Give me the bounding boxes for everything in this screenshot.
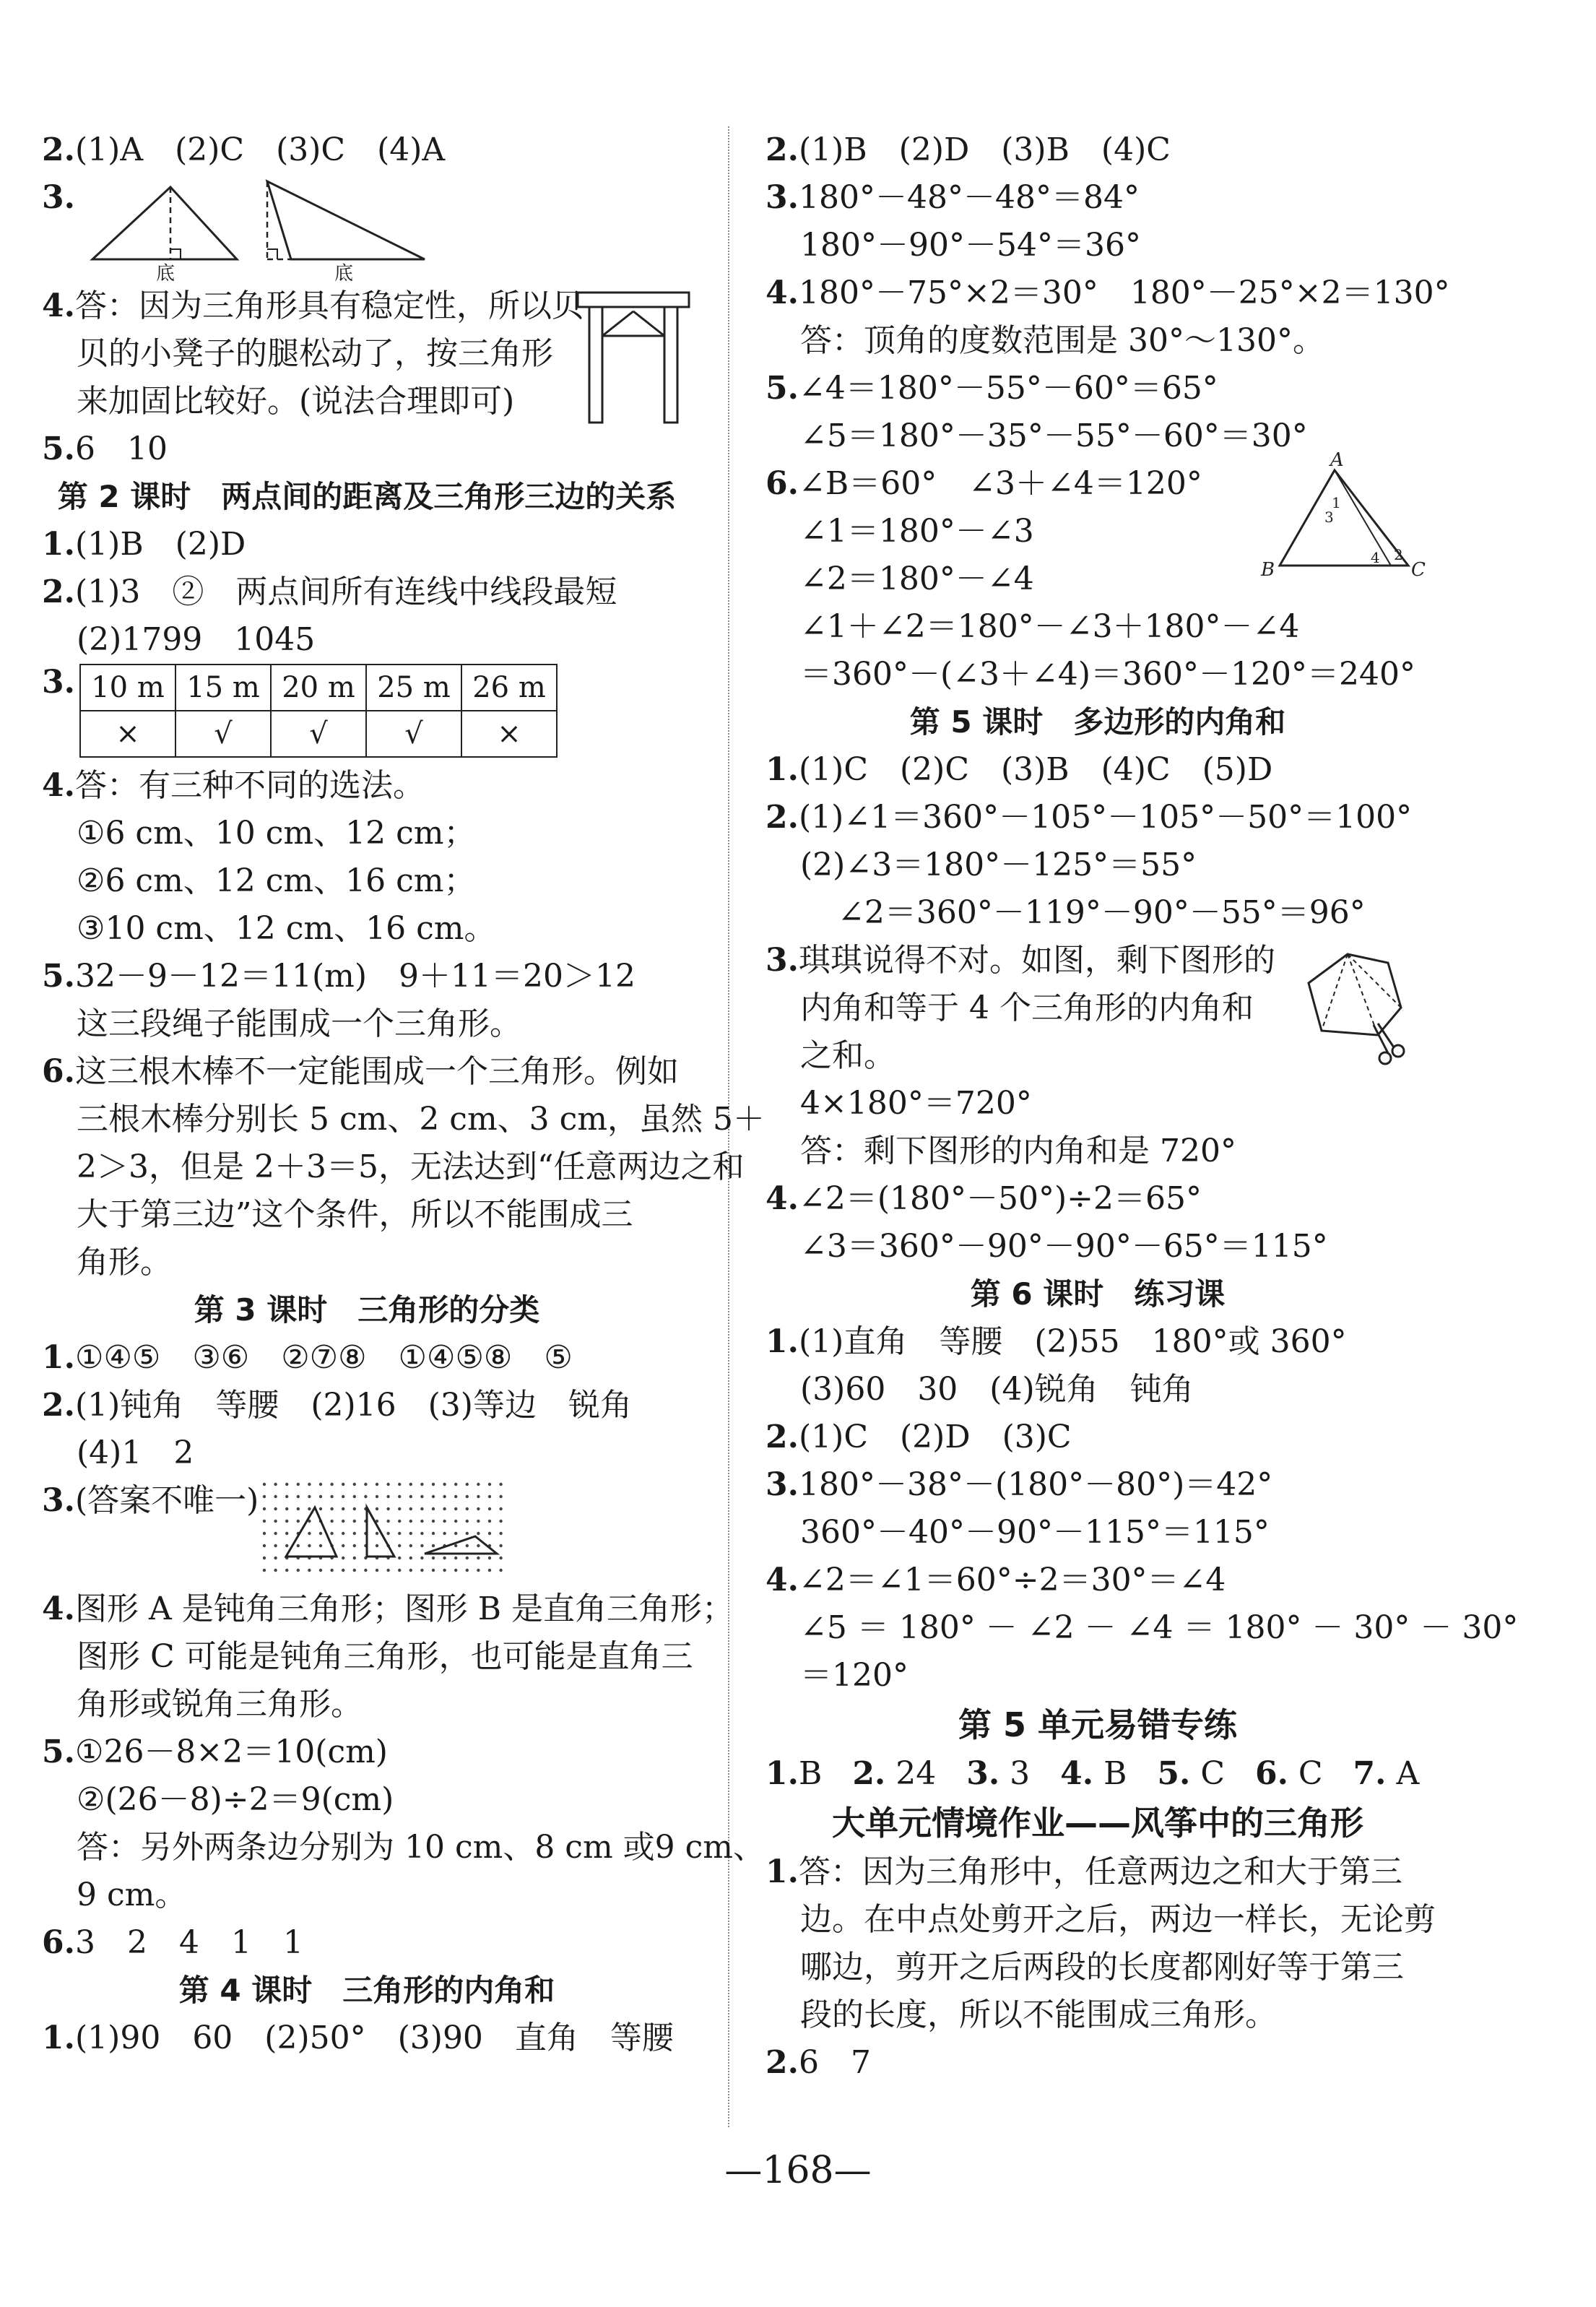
s5-answer-2: 2.(1)∠1＝360°－105°－105°－50°＝100° (2)∠3＝180°－125°＝55° ∠2＝360°－119°－90°－55°＝96° <box>766 799 1413 931</box>
base-label-2: 底 <box>334 263 354 282</box>
s2-answer-2: 2.(1)3 ② 两点间所有连线中线段最短 (2)1799 1045 <box>42 573 617 658</box>
left-column <box>42 126 766 2062</box>
base-label-1: 底 <box>156 263 175 282</box>
table-cell: √ <box>175 711 271 757</box>
s2-answer-6: 6.这三根木棒不一定能围成一个三角形。例如 三根木棒分别长 5 cm、2 cm、3 cm，虽然 5＋ 2＞3，但是 2＋3＝5，无法达到“任意两边之和 大于第三边”这个条件，所以不能围成三 角形。 <box>42 1053 766 1281</box>
r-answer-4: 4.180°－75°×2＝30° 180°－25°×2＝130° 答：顶角的度数范围是 30°～130°。 <box>766 274 1450 359</box>
vertex-a-label: A <box>1330 450 1344 471</box>
section-heading-unit-review: 第 5 单元易错专练 <box>958 1705 1238 1744</box>
answer-3: 3. 底 底 <box>42 174 692 282</box>
s3-answer-3: 3.(答案不唯一) <box>42 1477 692 1585</box>
r-answer-5: 5.∠4＝180°－55°－60°＝65° ∠5＝180°－35°－55°－60°＝30° <box>766 370 1308 454</box>
answer-5: 5.6 10 <box>42 430 168 467</box>
triangle-abc-figure <box>1249 450 1430 580</box>
table-header-cell: 25 m <box>366 665 461 711</box>
angle-1-label: 1 <box>1332 494 1341 511</box>
dot-grid-figure <box>259 1477 511 1585</box>
s2-answer-4: 4.答：有三种不同的选法。 ①6 cm、10 cm、12 cm； ②6 cm、12 cm、16 cm； ③10 cm、12 cm、16 cm。 <box>42 767 496 947</box>
table-header-cell: 26 m <box>461 665 557 711</box>
cut-pentagon-figure <box>1293 941 1415 1071</box>
section-heading-lesson-5: 第 5 课时 多边形的内角和 <box>909 704 1286 740</box>
table-cell: × <box>80 711 175 757</box>
s3-answer-5: 5.①26－8×2＝10(cm) ②(26－8)÷2＝9(cm) 答：另外两条边分别为 10 cm、8 cm 或9 cm、 9 cm。 <box>42 1734 766 1913</box>
kite-answer-1: 1.答：因为三角形中，任意两边之和大于第三 边。在中点处剪开之后，两边一样长，无论剪 哪边，剪开之后两段的长度都刚好等于第三 段的长度，所以不能围成三角形。 <box>766 1853 1436 2033</box>
s3-answer-6: 6.3 2 4 1 1 <box>42 1924 303 1961</box>
table-header-cell: 15 m <box>175 665 271 711</box>
table-cell: × <box>461 711 557 757</box>
s5-answer-1: 1.(1)C (2)C (3)B (4)C (5)D <box>766 751 1273 788</box>
s2-answer-1: 1.(1)B (2)D <box>42 526 246 563</box>
r-answer-2: 2.(1)B (2)D (3)B (4)C <box>766 131 1171 168</box>
table-cell: √ <box>366 711 461 757</box>
answer-4: 4.答：因为三角形具有稳定性，所以贝 贝的小凳子的腿松动了，按三角形 来加固比较好。(说法合理即可) <box>42 282 692 425</box>
vertex-b-label: B <box>1261 559 1275 580</box>
s5-answer-3: 3.琪琪说得不对。如图，剩下图形的 内角和等于 4 个三角形的内角和 之和。 4×180°＝720° 答：剩下图形的内角和是 720° <box>766 937 1430 1175</box>
answer-2: 2.(1)A (2)C (3)C (4)A <box>42 131 446 168</box>
unit-review-answers: 1.B 2. 24 3. 3 4. B 5. C 6. C 7. A <box>766 1755 1420 1792</box>
s3-answer-2: 2.(1)钝角 等腰 (2)16 (3)等边 锐角 (4)1 2 <box>42 1387 632 1471</box>
table-header-cell: 10 m <box>80 665 175 711</box>
section-heading-lesson-2: 第 2 课时 两点间的距离及三角形三边的关系 <box>57 479 677 514</box>
triangle-height-figures <box>85 174 461 282</box>
side-length-table <box>79 664 558 758</box>
section-heading-lesson-6: 第 6 课时 练习课 <box>970 1276 1226 1312</box>
section-heading-kite-task: 大单元情境作业——风筝中的三角形 <box>832 1804 1363 1843</box>
section-heading-lesson-4: 第 4 课时 三角形的内角和 <box>178 1973 555 2008</box>
s4-answer-1: 1.(1)90 60 (2)50° (3)90 直角 等腰 <box>42 2020 674 2056</box>
s3-answer-1: 1.①④⑤ ③⑥ ②⑦⑧ ①④⑤⑧ ⑤ <box>42 1339 573 1376</box>
s6-answer-4: 4.∠2＝∠1＝60°÷2＝30°＝∠4 ∠5 ＝ 180° － ∠2 － ∠4 ＝ 180° － 30° － 30° ＝120° <box>766 1562 1519 1694</box>
s6-answer-3: 3.180°－38°－(180°－80°)＝42° 360°－40°－90°－115°＝115° <box>766 1466 1273 1551</box>
section-heading-lesson-3: 第 3 课时 三角形的分类 <box>194 1292 540 1328</box>
scissors-icon <box>1374 1023 1404 1064</box>
angle-4-label: 4 <box>1371 549 1380 566</box>
right-column <box>766 126 1519 2087</box>
s2-answer-5: 5.32－9－12＝11(m) 9＋11＝20＞12 这三段绳子能围成一个三角形。 <box>42 958 636 1042</box>
table-header-cell: 20 m <box>271 665 366 711</box>
angle-3-label: 3 <box>1324 508 1334 526</box>
r-answer-3: 3.180°－48°－48°＝84° 180°－90°－54°＝36° <box>766 179 1141 264</box>
page-number: —168— <box>724 2149 872 2192</box>
s6-answer-1: 1.(1)直角 等腰 (2)55 180°或 360° (3)60 30 (4)锐角 钝角 <box>766 1323 1347 1408</box>
table-cell: √ <box>271 711 366 757</box>
stool-figure <box>576 290 692 427</box>
s5-answer-4: 4.∠2＝(180°－50°)÷2＝65° ∠3＝360°－90°－90°－65°＝115° <box>766 1180 1328 1265</box>
vertex-c-label: C <box>1411 559 1426 580</box>
s3-answer-4: 4.图形 A 是钝角三角形；图形 B 是直角三角形； 图形 C 可能是钝角三角形，也可能是直角三 角形或锐角三角形。 <box>42 1590 734 1723</box>
r-answer-6: 6.∠B＝60° ∠3＋∠4＝120° ∠1＝180°－∠3 ∠2＝180°－∠4 ∠1＋∠2＝180°－∠3＋180°－∠4 ＝360°－(∠3＋∠4)＝360°－120°＝240° A B C 1 3 4 2 <box>766 460 1430 698</box>
angle-2-label: 2 <box>1394 546 1403 563</box>
s2-answer-3: 3. 10 m 15 m 20 m 25 m 26 m × √ √ √ × <box>42 664 692 762</box>
kite-answer-2: 2.6 7 <box>766 2044 871 2081</box>
s6-answer-2: 2.(1)C (2)D (3)C <box>766 1419 1072 1455</box>
